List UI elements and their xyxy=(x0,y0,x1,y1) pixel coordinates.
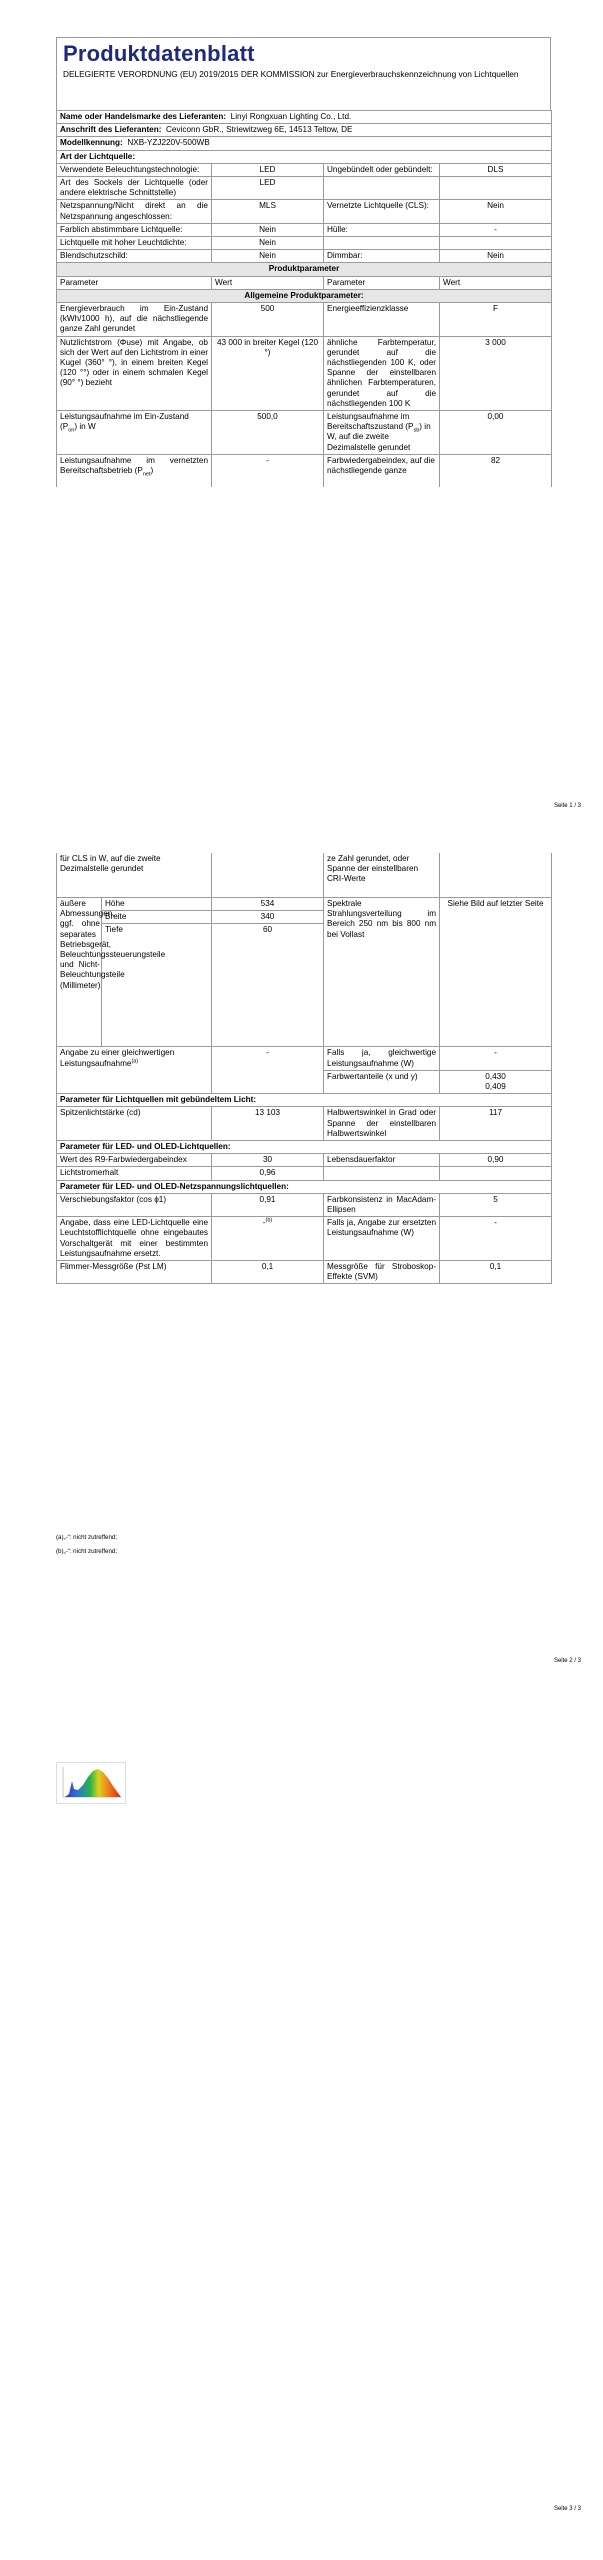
chroma-x: 0,430 xyxy=(485,1071,506,1081)
empty-cell xyxy=(212,853,324,898)
pon-tail: ) in W xyxy=(74,422,96,432)
footnote-a: (a)„-“: nicht zutreffend; xyxy=(56,1534,118,1541)
header-block xyxy=(56,37,551,110)
datasheet-table-page-2 xyxy=(56,853,552,1284)
chroma-label: Farbwertanteile (x und y) xyxy=(324,1070,440,1093)
dim-height-label: Höhe xyxy=(102,898,212,911)
fluor-value-text: - xyxy=(262,1218,266,1228)
cls-value: Nein xyxy=(440,200,552,223)
pf-label: Verschiebungsfaktor (cos ϕ1) xyxy=(57,1193,212,1216)
life-value: 0,90 xyxy=(440,1154,552,1167)
mains-section-row xyxy=(57,1180,552,1193)
tech-label: Verwendete Beleuchtungstechnologie: xyxy=(57,163,212,176)
params-section: Produktparameter xyxy=(57,263,552,276)
table-row xyxy=(57,853,552,898)
psb-tail: ) in W, auf die zweite Dezimalstelle gerundet xyxy=(327,422,431,452)
params-section-row xyxy=(57,263,552,276)
table-row xyxy=(57,411,552,455)
envelope-label: Hülle: xyxy=(324,223,440,236)
fluor-sup: (b) xyxy=(265,1217,273,1224)
empty-cell xyxy=(440,237,552,250)
spd-label: Spektrale Strahlungsverteilung im Bereich 250 nm bis 800 nm bei Vollast xyxy=(324,898,440,1047)
cri-value: 82 xyxy=(440,454,552,487)
cap-label: Art des Sockels der Lichtquelle (oder andere elektrische Schnittstelle) xyxy=(57,177,212,200)
table-row xyxy=(57,336,552,410)
light-source-section: Art der Lichtquelle: xyxy=(57,150,552,163)
chroma-values xyxy=(440,1070,552,1093)
col-header-value: Wert xyxy=(212,276,324,289)
peak-value: 13 103 xyxy=(212,1107,324,1141)
glare-label: Blendschutzschild: xyxy=(57,250,212,263)
equiv-text: Angabe zu einer gleichwertigen Leistungsaufnahme xyxy=(60,1048,175,1068)
col-header-param-2: Parameter xyxy=(324,276,440,289)
pnet-label xyxy=(57,454,212,487)
cls-label: Vernetzte Lichtquelle (CLS): xyxy=(324,200,440,223)
macadam-value: 5 xyxy=(440,1193,552,1216)
cri-label-continued: ze Zahl gerundet, oder Spanne der einstellbaren CRI-Werte xyxy=(324,853,440,898)
glare-value: Nein xyxy=(212,250,324,263)
beam-value: 117 xyxy=(440,1107,552,1141)
table-row xyxy=(57,237,552,250)
svm-value: 0,1 xyxy=(440,1261,552,1284)
pon-value: 500,0 xyxy=(212,411,324,455)
equiv-value: - xyxy=(212,1047,324,1094)
envelope-value: - xyxy=(440,223,552,236)
mains-section: Parameter für LED- und OLED-Netzspannungslichtquellen: xyxy=(57,1180,552,1193)
table-row xyxy=(57,454,552,487)
table-row xyxy=(57,1261,552,1284)
supplier-address-value: Ceviconn GbR., Striewitzweg 6E, 14513 Teltow, DE xyxy=(166,125,353,135)
general-section: Allgemeine Produktparameter: xyxy=(57,289,552,302)
empty-cell xyxy=(440,853,552,898)
macadam-label: Farbkonsistenz in MacAdam-Ellipsen xyxy=(324,1193,440,1216)
fluor-label: Angabe, dass eine LED-Lichtquelle eine Leuchtstofflichtquelle ohne eingebautes Vorschaltgerät mit einer bestimmten Leistungsaufnahme ersetzt. xyxy=(57,1217,212,1261)
cct-label: ähnliche Farbtemperatur, gerundet auf die nächstliegenden 100 K, oder Spanne der einstellbaren ähnlichen Farbtemperaturen, gerundet auf die nächstliegenden 100 K xyxy=(324,336,440,410)
page-number-2: Seite 2 / 3 xyxy=(553,1658,581,1664)
flux-value: 43 000 in breiter Kegel (120 °) xyxy=(212,336,324,410)
life-label: Lebensdauerfaktor xyxy=(324,1154,440,1167)
dim-width-label: Breite xyxy=(102,911,212,924)
page-2 xyxy=(0,853,603,1706)
peak-label: Spitzenlichtstärke (cd) xyxy=(57,1107,212,1141)
spectrum-curve xyxy=(65,1769,121,1797)
pon-sub: on xyxy=(68,427,75,434)
table-row xyxy=(57,177,552,200)
page-1 xyxy=(0,0,603,853)
dim-depth-value: 60 xyxy=(212,924,324,1047)
supplier-address-label: Anschrift des Lieferanten: xyxy=(60,125,162,135)
table-row xyxy=(57,1167,552,1180)
tunable-value: Nein xyxy=(212,223,324,236)
page-3 xyxy=(0,1706,603,2559)
beam-label: Halbwertswinkel in Grad oder Spanne der einstellbaren Halbwertswinkel xyxy=(324,1107,440,1141)
hl-label: Lichtquelle mit hoher Leuchtdichte: xyxy=(57,237,212,250)
dimmable-value: Nein xyxy=(440,250,552,263)
pon-label xyxy=(57,411,212,455)
params-header-row xyxy=(57,276,552,289)
empty-cell xyxy=(324,1167,440,1180)
equiv-label xyxy=(57,1047,212,1094)
led-section: Parameter für LED- und OLED-Lichtquellen: xyxy=(57,1141,552,1154)
directional-label: Ungebündelt oder gebündelt: xyxy=(324,163,440,176)
model-label: Modellkennung: xyxy=(60,138,123,148)
cct-value: 3 000 xyxy=(440,336,552,410)
r9-label: Wert des R9-Farbwiedergabeindex xyxy=(57,1154,212,1167)
led-section-row xyxy=(57,1141,552,1154)
table-row xyxy=(57,200,552,223)
model-row xyxy=(57,137,552,150)
r9-value: 30 xyxy=(212,1154,324,1167)
table-row xyxy=(57,1193,552,1216)
energy-label: Energieverbrauch im Ein-Zustand (kWh/1000 h), auf die nächstliegende ganze Zahl gerundet xyxy=(57,303,212,337)
footnote-b: (b)„-“: nicht zutreffend; xyxy=(56,1548,118,1555)
equiv-sup: (a) xyxy=(131,1057,139,1064)
chroma-y: 0,409 xyxy=(485,1082,506,1092)
flicker-label: Flimmer-Messgröße (Pst LM) xyxy=(57,1261,212,1284)
table-row xyxy=(57,163,552,176)
table-row xyxy=(57,1154,552,1167)
dimensions-label: äußere Abmessungen, ggf. ohne separates Betriebsgerät, Beleuchtungssteuerungsteile und Nicht-Beleuchtungsteile (Millimeter) xyxy=(57,898,102,1047)
pnet-value: - xyxy=(212,454,324,487)
table-row xyxy=(57,898,552,911)
table-row xyxy=(57,303,552,337)
table-row xyxy=(57,223,552,236)
supplier-name-value: Linyi Rongxuan Lighting Co., Ltd. xyxy=(230,112,352,121)
equiv-w-label: Falls ja, gleichwertige Leistungsaufnahme (W) xyxy=(324,1047,440,1070)
spectrum-image xyxy=(56,1762,126,1804)
psb-text: Leistungsaufnahme im Bereitschaftszustand (P xyxy=(327,412,414,432)
directional-section-row xyxy=(57,1094,552,1107)
directional-section: Parameter für Lichtquellen mit gebündeltem Licht: xyxy=(57,1094,552,1107)
tech-value: LED xyxy=(212,163,324,176)
dimmable-label: Dimmbar: xyxy=(324,250,440,263)
cri-label-part-1: Farbwiedergabeindex, auf die nächstliegende ganze xyxy=(324,454,440,487)
col-header-param: Parameter xyxy=(57,276,212,289)
regulation-subtitle: DELEGIERTE VERORDNUNG (EU) 2019/2015 DER KOMMISSION zur Energieverbrauchskennzeichnung von Lichtquellen xyxy=(63,69,519,79)
pnet-label-continued: für CLS in W, auf die zweite Dezimalstelle gerundet xyxy=(57,853,212,898)
col-header-value-2: Wert xyxy=(440,276,552,289)
page-title: Produktdatenblatt xyxy=(63,41,255,66)
pnet-sub: net xyxy=(142,471,151,478)
energy-class-label: Energieeffizienzklasse xyxy=(324,303,440,337)
page-number-1: Seite 1 / 3 xyxy=(553,803,581,809)
mains-label: Netzspannung/Nicht direkt an die Netzspannung angeschlossen: xyxy=(57,200,212,223)
light-source-section-row xyxy=(57,150,552,163)
tunable-label: Farblich abstimmbare Lichtquelle: xyxy=(57,223,212,236)
maint-value: 0,96 xyxy=(212,1167,324,1180)
psb-sub: sb xyxy=(413,427,420,434)
table-row xyxy=(57,1047,552,1070)
dim-width-value: 340 xyxy=(212,911,324,924)
pon-text: Leistungsaufnahme im Ein-Zustand (P xyxy=(60,412,189,432)
dim-depth-label: Tiefe xyxy=(102,924,212,1047)
psb-value: 0,00 xyxy=(440,411,552,455)
dim-height-value: 534 xyxy=(212,898,324,911)
empty-cell xyxy=(324,237,440,250)
fluor-w-value: - xyxy=(440,1217,552,1261)
hl-value: Nein xyxy=(212,237,324,250)
energy-class-value: F xyxy=(440,303,552,337)
empty-cell xyxy=(440,177,552,200)
directional-value: DLS xyxy=(440,163,552,176)
table-row xyxy=(57,1107,552,1141)
equiv-w-value: - xyxy=(440,1047,552,1070)
flux-label: Nutzlichtstrom (Φuse) mit Angabe, ob sich der Wert auf den Lichtstrom in einer Kugel (360° °), in einem breiten Kegel (120 °°) oder in einem schmalen Kegel (90° °) bezieht xyxy=(57,336,212,410)
flicker-value: 0,1 xyxy=(212,1261,324,1284)
table-row xyxy=(57,1217,552,1261)
datasheet-table-page-1 xyxy=(56,110,552,487)
mains-value: MLS xyxy=(212,200,324,223)
psb-label xyxy=(324,411,440,455)
supplier-name-row xyxy=(57,111,552,124)
general-section-row xyxy=(57,289,552,302)
cap-value: LED xyxy=(212,177,324,200)
page-number-3: Seite 3 / 3 xyxy=(553,2506,581,2512)
table-row xyxy=(57,250,552,263)
empty-cell xyxy=(324,177,440,200)
fluor-w-label: Falls ja, Angabe zur ersetzten Leistungsaufnahme (W) xyxy=(324,1217,440,1261)
empty-cell xyxy=(440,1167,552,1180)
maint-label: Lichtstromerhalt xyxy=(57,1167,212,1180)
fluor-value xyxy=(212,1217,324,1261)
model-value: NXB-YZJ220V-500WB xyxy=(127,138,210,148)
supplier-name-label: Name oder Handelsmarke des Lieferanten: xyxy=(60,112,227,121)
pf-value: 0,91 xyxy=(212,1193,324,1216)
spd-value: Siehe Bild auf letzter Seite xyxy=(440,898,552,1047)
svm-label: Messgröße für Stroboskop-Effekte (SVM) xyxy=(324,1261,440,1284)
energy-value: 500 xyxy=(212,303,324,337)
pnet-tail: ) xyxy=(150,466,154,476)
supplier-address-row xyxy=(57,124,552,137)
pnet-text: Leistungsaufnahme im vernetzten Bereitschaftsbetrieb (P xyxy=(60,455,208,476)
